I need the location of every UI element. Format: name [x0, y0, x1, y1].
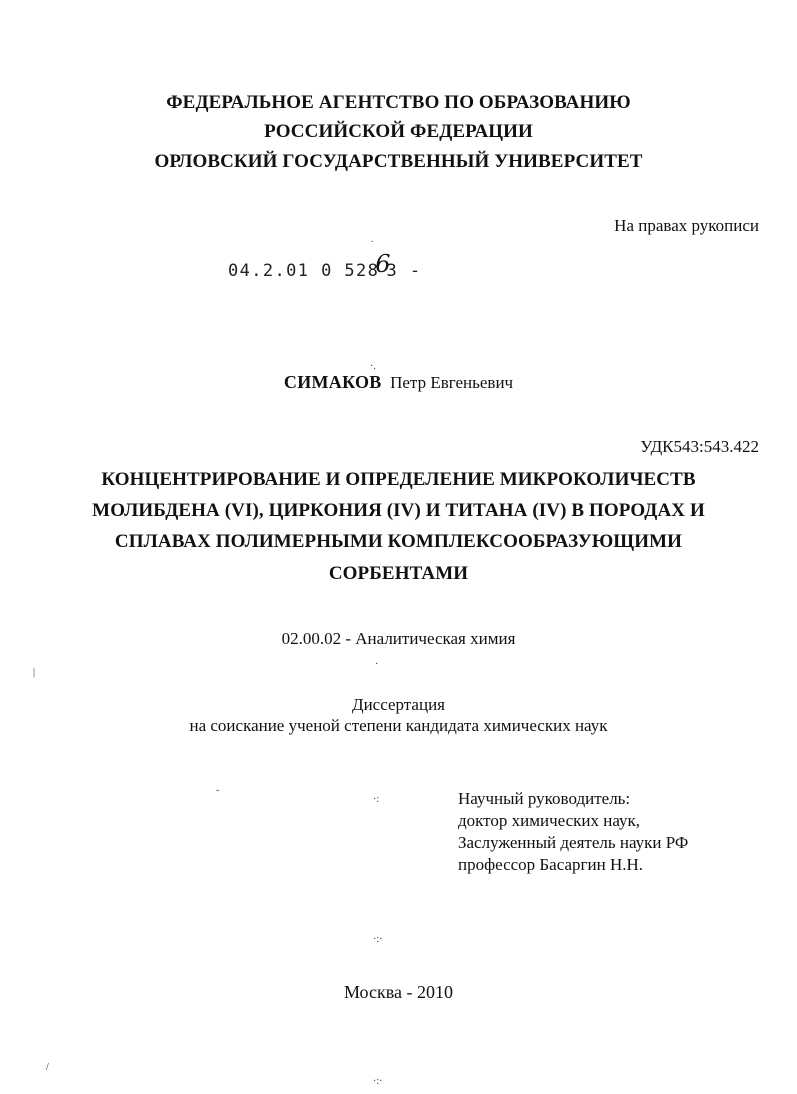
- handwritten-digit: 6: [375, 250, 391, 278]
- place-year: Москва - 2010: [344, 982, 453, 1002]
- supervisor-honor: Заслуженный деятель науки РФ: [458, 833, 689, 852]
- author-surname: СИМАКОВ: [283, 372, 382, 392]
- title-line-3: СПЛАВАХ ПОЛИМЕРНЫМИ КОМПЛЕКСООБРАЗУЮЩИМИ: [114, 531, 683, 552]
- registration-code-end: 3 -: [386, 261, 422, 281]
- scan-mark: ·:: [373, 794, 380, 805]
- supervisor-degree: доктор химических наук,: [458, 811, 641, 830]
- agency-line-1: ФЕДЕРАЛЬНОЕ АГЕНТСТВО ПО ОБРАЗОВАНИЮ: [166, 92, 631, 113]
- agency-line-2: РОССИЙСКОЙ ФЕДЕРАЦИИ: [264, 121, 533, 142]
- rights-note: На правах рукописи: [614, 216, 759, 235]
- scan-mark: ·: [375, 659, 379, 670]
- udk-code: УДК543:543.422: [640, 437, 759, 456]
- scan-mark: ·.: [370, 361, 376, 372]
- scan-mark: ·:·: [373, 1076, 383, 1087]
- title-line-2: МОЛИБДЕНА (VI), ЦИРКОНИЯ (IV) И ТИТАНА (IV) В ПОРОДАХ И: [92, 500, 705, 521]
- scan-mark: .: [371, 234, 374, 245]
- registration-code-start: 04.2.01 0 528: [228, 261, 380, 281]
- scan-mark: ·:·: [373, 934, 383, 945]
- registration-code: [228, 250, 422, 282]
- title-line-4: СОРБЕНТАМИ: [328, 563, 469, 584]
- dissertation-label: Диссертация: [351, 695, 445, 714]
- dissertation-degree: на соискание ученой степени кандидата химических наук: [189, 716, 608, 735]
- author-given-names: Петр Евгеньевич: [390, 373, 514, 392]
- scan-mark: /: [46, 1062, 49, 1073]
- scan-mark: |: [33, 667, 36, 678]
- scan-mark: ˘: [216, 789, 220, 800]
- supervisor-name: профессор Басаргин Н.Н.: [458, 855, 643, 874]
- author-line: [0, 372, 797, 393]
- university-name: ОРЛОВСКИЙ ГОСУДАРСТВЕННЫЙ УНИВЕРСИТЕТ: [154, 151, 643, 172]
- supervisor-heading: Научный руководитель:: [458, 789, 631, 808]
- title-line-1: КОНЦЕНТРИРОВАНИЕ И ОПРЕДЕЛЕНИЕ МИКРОКОЛИЧЕСТВ: [101, 469, 696, 490]
- specialty: 02.00.02 - Аналитическая химия: [281, 629, 516, 648]
